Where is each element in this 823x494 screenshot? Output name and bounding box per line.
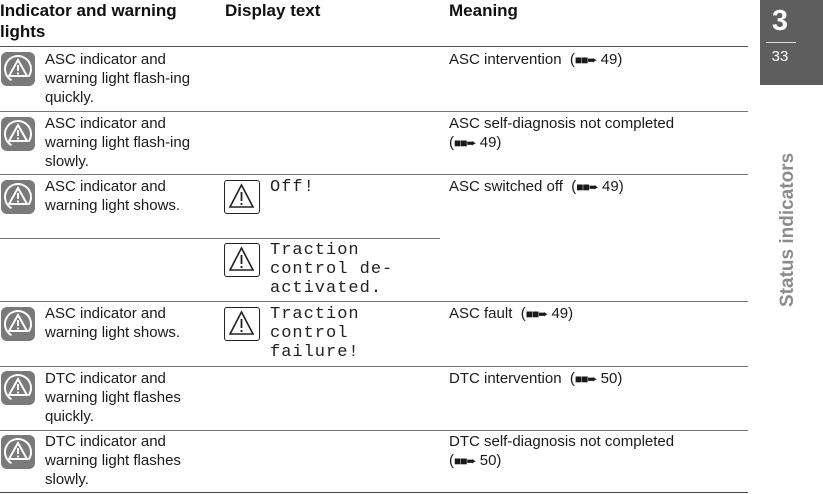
asc-warning-triangle-icon bbox=[1, 307, 35, 341]
display-text: Off! bbox=[270, 178, 315, 197]
chapter-number: 3 bbox=[771, 5, 789, 37]
arrow-reference-icon: ■■➨ bbox=[574, 372, 597, 386]
row-divider bbox=[0, 301, 748, 302]
chapter-divider bbox=[766, 42, 796, 43]
row-divider bbox=[0, 111, 748, 112]
arrow-reference-icon: ■■➨ bbox=[576, 180, 598, 194]
warning-triangle-icon bbox=[224, 243, 260, 277]
meaning-text: ASC self-diagnosis not completed (■■➨ 49) bbox=[449, 115, 675, 151]
display-text: Traction control failure! bbox=[270, 305, 360, 362]
row-divider bbox=[0, 238, 440, 239]
meaning-text: DTC intervention (■■➨ 50) bbox=[449, 370, 623, 387]
asc-warning-triangle-icon bbox=[1, 52, 35, 86]
dtc-warning-triangle-icon bbox=[1, 435, 35, 469]
row-divider bbox=[0, 174, 748, 175]
dtc-warning-triangle-icon bbox=[1, 371, 35, 405]
indicator-text: ASC indicator and warning light flash-ing slowly. bbox=[45, 115, 191, 170]
header-meaning: Meaning bbox=[449, 1, 518, 20]
meaning-text: ASC intervention (■■➨ 49) bbox=[449, 51, 623, 68]
row-divider bbox=[0, 430, 748, 431]
asc-warning-triangle-icon bbox=[1, 180, 35, 214]
header-display-text: Display text bbox=[225, 1, 321, 20]
table-bottom-rule bbox=[0, 492, 748, 493]
warning-triangle-icon bbox=[224, 180, 260, 214]
indicator-text: ASC indicator and warning light shows. bbox=[45, 178, 181, 214]
arrow-reference-icon: ■■➨ bbox=[454, 136, 476, 150]
indicator-text: DTC indicator and warning light flashes quickly. bbox=[45, 370, 181, 425]
indicator-text: ASC indicator and warning light shows. bbox=[45, 305, 181, 341]
arrow-reference-icon: ■■➨ bbox=[574, 53, 597, 67]
meaning-text: ASC fault (■■➨ 49) bbox=[449, 305, 574, 322]
arrow-reference-icon: ■■➨ bbox=[454, 454, 476, 468]
page-number: 33 bbox=[771, 48, 789, 65]
warning-triangle-icon bbox=[224, 307, 260, 341]
header-indicator: Indicator and warning lights bbox=[0, 1, 177, 41]
meaning-text: ASC switched off (■■➨ 49) bbox=[449, 178, 624, 195]
asc-warning-triangle-icon bbox=[1, 117, 35, 151]
arrow-reference-icon: ■■➨ bbox=[525, 307, 548, 321]
indicator-text: DTC indicator and warning light flashes slowly. bbox=[45, 433, 181, 488]
row-divider bbox=[0, 366, 748, 367]
indicator-text: ASC indicator and warning light flash-ing quickly. bbox=[45, 51, 191, 106]
header-divider bbox=[0, 46, 748, 47]
meaning-text: DTC self-diagnosis not completed (■■➨ 50) bbox=[449, 433, 675, 469]
section-title: Status indicators bbox=[777, 152, 798, 307]
display-text: Traction control de-activated. bbox=[270, 241, 394, 298]
